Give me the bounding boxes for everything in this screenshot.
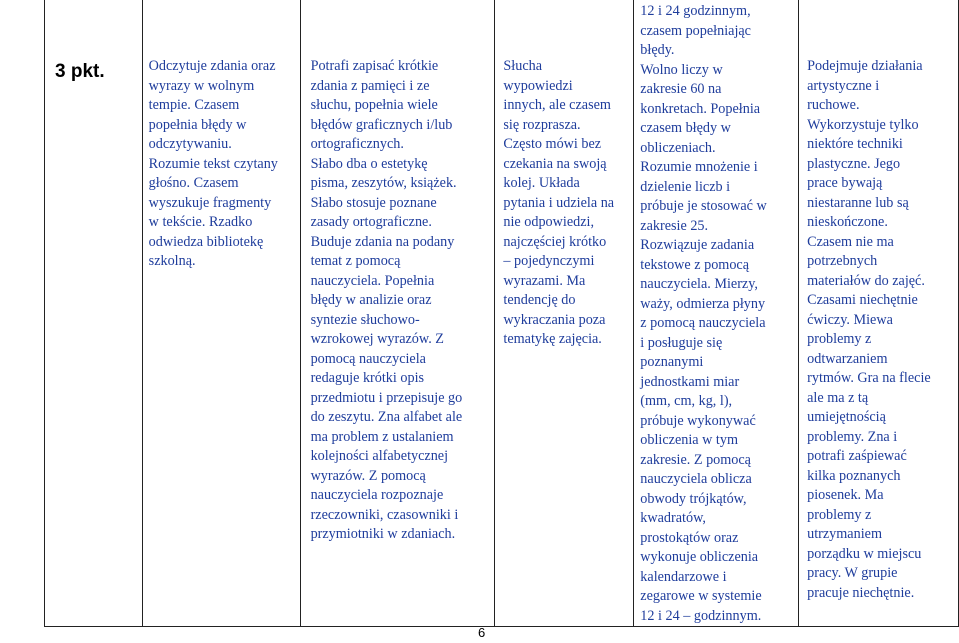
text-line: problemy. Zna i xyxy=(807,428,898,445)
text-line: zasady ortograficzne. xyxy=(310,214,432,230)
text-line: konkretach. Popełnia xyxy=(640,100,761,117)
text-line: głośno. Czasem xyxy=(148,175,239,191)
text-line: tekstowe z pomocą xyxy=(640,256,750,273)
text-line: utrzymaniem xyxy=(807,526,882,542)
text-line: wypowiedzi xyxy=(503,77,573,94)
text-line: niestaranne lub są xyxy=(807,194,909,211)
text-line: ma problem z ustalaniem xyxy=(310,428,454,445)
text-line: Rozwiązuje zadania xyxy=(640,237,755,253)
text-line: (mm, cm, kg, l), xyxy=(640,393,733,409)
text-line: piosenek. Ma xyxy=(807,487,884,503)
text-line: czasem popełniając xyxy=(640,22,751,39)
text-line: potrafi zaśpiewać xyxy=(807,448,907,464)
text-line: Rozumie mnożenie i xyxy=(640,159,758,175)
text-line: z pomocą nauczyciela xyxy=(640,315,766,331)
text-line: kilka poznanych xyxy=(807,467,901,484)
text-line: ale ma z tą xyxy=(807,389,869,406)
text-line: jednostkami miar xyxy=(640,373,740,390)
text-line: tempie. Czasem xyxy=(148,97,240,113)
text-line: redaguje krótki opis xyxy=(310,370,425,386)
text-line: prace bywają xyxy=(807,175,883,191)
text-line: przymiotniki w zdaniach. xyxy=(310,526,456,542)
text-line: obliczenia w tym xyxy=(640,432,739,448)
text-line: nauczyciela rozpoznaje xyxy=(310,487,444,503)
text-line: nieskończone. xyxy=(807,214,888,230)
text-line: Słabo stosuje poznane xyxy=(310,194,437,211)
text-line: Podejmuje działania xyxy=(807,58,923,74)
text-line: kwadratów, xyxy=(640,510,706,526)
text-line: problemy z xyxy=(807,506,872,523)
text-line: zegarowe w systemie xyxy=(640,588,762,604)
text-line: obwody trójkątów, xyxy=(640,490,747,507)
text-line: nauczyciela. Popełnia xyxy=(310,272,435,289)
grade-row xyxy=(45,0,959,627)
text-line: nauczyciela. Mierzy, xyxy=(640,276,758,292)
text-line: kalendarzowe i xyxy=(640,568,727,585)
text-line: odwiedza bibliotekę xyxy=(148,233,264,250)
text-line: Czasem nie ma xyxy=(807,233,894,250)
text-line: Często mówi bez xyxy=(503,136,602,152)
text-line: najczęściej krótko xyxy=(503,233,607,250)
text-line: niektóre techniki xyxy=(807,136,903,152)
grade-label: 3 pkt. xyxy=(55,61,105,82)
text-line: Wykorzystuje tylko xyxy=(807,116,919,133)
text-line: tendencję do xyxy=(503,292,576,308)
text-line: wykraczania poza xyxy=(503,311,606,328)
text-line: wzrokowej wyrazów. Z xyxy=(310,331,444,347)
text-line: wyszukuje fragmenty xyxy=(148,194,272,211)
text-line: dzielenie liczb i xyxy=(640,178,731,195)
text-line: wyrazów. Z pomocą xyxy=(310,467,426,484)
grade-label-cell xyxy=(45,0,143,627)
text-line: w tekście. Rzadko xyxy=(148,214,253,230)
text-line: się rozprasza. xyxy=(503,116,581,133)
text-line: błędy. xyxy=(640,42,675,58)
text-line: zakresie 25. xyxy=(640,217,709,234)
text-line: próbuje je stosować w xyxy=(640,198,767,214)
text-line: odtwarzaniem xyxy=(807,350,888,367)
text-line: – pojedynczymi xyxy=(503,253,595,269)
text-line: przedmiotu i przepisuje go xyxy=(310,389,463,406)
text-line: Buduje zdania na podany xyxy=(310,233,455,250)
text-line: zakresie. Z pomocą xyxy=(640,451,751,468)
text-line: popełnia błędy w xyxy=(148,116,247,133)
text-line: do zeszytu. Zna alfabet ale xyxy=(310,409,463,425)
speaking-text xyxy=(503,57,629,350)
text-line: Słabo dba o estetykę xyxy=(310,155,428,172)
text-line: artystyczne i xyxy=(807,77,880,94)
text-line: słuchu, popełnia wiele xyxy=(310,97,438,113)
text-line: błędy w analizie oraz xyxy=(310,292,432,308)
text-line: wyrazy w wolnym xyxy=(148,77,255,94)
text-line: 12 i 24 godzinnym, xyxy=(640,3,751,19)
writing-text xyxy=(311,57,491,545)
text-line: Czasami niechętnie xyxy=(807,292,918,308)
text-line: pracuje niechętnie. xyxy=(807,584,915,601)
text-line: szkolną. xyxy=(148,253,196,269)
text-line: pracy. W grupie xyxy=(807,565,898,581)
text-line: waży, odmierza płyny xyxy=(640,295,766,312)
text-line: ruchowe. xyxy=(807,97,860,113)
reading-text xyxy=(149,57,296,272)
text-line: kolejności alfabetycznej xyxy=(310,448,449,464)
text-line: odczytywaniu. xyxy=(148,136,232,152)
writing-cell xyxy=(300,0,495,627)
speaking-cell xyxy=(495,0,634,627)
text-line: prostokątów oraz xyxy=(640,529,739,546)
text-line: pytania i udziela na xyxy=(503,194,615,211)
text-line: i posługuje się xyxy=(640,334,723,351)
text-line: wyrazami. Ma xyxy=(503,272,586,289)
text-line: Odczytuje zdania oraz xyxy=(148,58,276,74)
grading-table xyxy=(44,0,959,627)
text-line: ortograficznych. xyxy=(310,136,404,152)
text-line: próbuje wykonywać xyxy=(640,412,756,429)
text-line: problemy z xyxy=(807,331,872,347)
text-line: wykonuje obliczenia xyxy=(640,549,759,565)
text-line: pomocą nauczyciela xyxy=(310,350,426,367)
text-line: kolej. Układa xyxy=(503,175,580,191)
text-line: materiałów do zajęć. xyxy=(807,272,925,289)
text-line: potrzebnych xyxy=(807,253,878,269)
text-line: rytmów. Gra na flecie xyxy=(807,370,931,386)
text-line: nie odpowiedzi, xyxy=(503,214,595,230)
text-line: poznanymi xyxy=(640,354,704,370)
arts-cell xyxy=(799,0,959,627)
text-line: porządku w miejscu xyxy=(807,545,922,562)
text-line: umiejętnością xyxy=(807,409,886,425)
math-cell xyxy=(634,0,799,627)
text-line: nauczyciela oblicza xyxy=(640,471,752,487)
text-line: obliczeniach. xyxy=(640,139,716,156)
text-line: zakresie 60 na xyxy=(640,81,722,97)
page-number: 6 xyxy=(478,625,486,640)
text-line: czasem błędy w xyxy=(640,120,731,136)
text-line: ćwiczy. Miewa xyxy=(807,311,893,328)
text-line: tematykę zajęcia. xyxy=(503,331,602,347)
text-line: temat z pomocą xyxy=(310,253,401,269)
text-line: Potrafi zapisać krótkie xyxy=(310,58,439,74)
text-line: Wolno liczy w xyxy=(640,61,723,78)
text-line: czekania na swoją xyxy=(503,155,607,172)
text-line: syntezie słuchowo- xyxy=(310,311,420,328)
text-line: Rozumie tekst czytany xyxy=(148,155,278,172)
reading-cell xyxy=(142,0,300,627)
text-line: zdania z pamięci i ze xyxy=(310,77,430,94)
math-text xyxy=(640,2,794,626)
text-line: plastyczne. Jego xyxy=(807,155,901,172)
arts-text xyxy=(807,57,954,603)
text-line: 12 i 24 – godzinnym. xyxy=(640,607,762,624)
text-line: Słucha xyxy=(503,58,543,74)
text-line: błędów graficznych i/lub xyxy=(310,116,453,133)
text-line: innych, ale czasem xyxy=(503,97,611,113)
text-line: pisma, zeszytów, książek. xyxy=(310,175,457,191)
text-line: rzeczowniki, czasowniki i xyxy=(310,506,459,523)
